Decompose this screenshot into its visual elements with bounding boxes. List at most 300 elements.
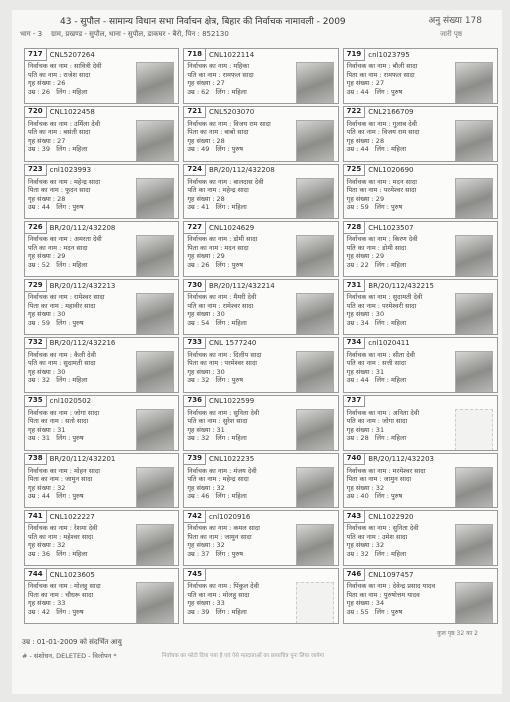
epic-number: CNL1097457	[368, 570, 414, 579]
voter-photo	[455, 351, 493, 393]
voter-card	[343, 453, 498, 509]
relative-name: पति का नाम : रामेश्वर सादा	[187, 301, 254, 310]
relative-name: पति का नाम : राजेश सादा	[28, 70, 91, 79]
voter-card	[24, 453, 179, 509]
house-number: गृह संख्या : 30	[346, 310, 385, 319]
card-header	[344, 280, 434, 291]
voter-card	[24, 164, 179, 220]
voter-details	[28, 293, 105, 327]
relative-name: पिता का नाम : परमेश्वर सादा	[187, 359, 257, 368]
house-number: गृह संख्या : 30	[28, 310, 66, 319]
voter-card	[24, 395, 179, 451]
age-gender	[187, 492, 256, 501]
voter-details	[187, 120, 270, 154]
legend-note: # - संशोधन, DELETED - विलोपन *	[22, 652, 117, 660]
voter-details	[28, 120, 100, 154]
age-gender	[187, 608, 259, 617]
voter-card	[24, 568, 179, 624]
card-header	[184, 511, 250, 522]
elector-name: निर्वाचक का नाम : कैली देवी	[28, 350, 96, 359]
voter-card	[183, 279, 338, 335]
serial-number: 736	[184, 395, 206, 407]
voter-card	[183, 48, 338, 104]
voter-details	[187, 467, 256, 501]
age: उम्र : 22	[346, 260, 369, 269]
serial-number: 722	[344, 106, 366, 118]
epic-number: CNL2166709	[368, 108, 414, 117]
epic-number: BR/20/112/432203	[368, 455, 435, 464]
relative-name: पति का नाम : उमेश सादा	[346, 532, 408, 541]
house-number: गृह संख्या : 31	[187, 425, 225, 434]
age: उम्र : 36	[28, 549, 51, 558]
house-number: गृह संख्या : 27	[28, 136, 66, 145]
gender: लिंग : महिला	[374, 376, 407, 385]
elector-name: निर्वाचक का नाम : उर्मिला देवी	[28, 119, 101, 128]
relative-name: पिता का नाम : परमेश्वर सादा	[346, 186, 417, 195]
total-pages: कुल पृष्ठ 32 का 2	[437, 630, 478, 637]
voter-details	[347, 235, 418, 269]
voter-grid	[24, 48, 498, 624]
age-gender	[28, 550, 97, 559]
voter-card	[24, 510, 179, 566]
relative-name: पिता का नाम : मदन सादा	[187, 243, 249, 252]
voter-photo	[136, 467, 174, 509]
epic-number: CNL1020690	[368, 166, 414, 175]
age-gender	[28, 319, 105, 328]
voter-details	[187, 582, 259, 616]
serial-number: 745	[184, 569, 206, 581]
gender: लिंग : पुरुष	[215, 376, 243, 385]
relative-name: पति का नाम : विजय राम सादा	[346, 128, 420, 137]
relative-name: पिता का नाम : रामफल सादा	[346, 70, 415, 79]
epic-number: CNL5207264	[49, 50, 95, 59]
epic-number: CNL5203070	[208, 108, 255, 117]
serial-number: 720	[25, 106, 47, 118]
roll-page	[12, 10, 502, 694]
gender: लिंग : पुरुष	[56, 318, 84, 327]
gender: लिंग : पुरुष	[56, 492, 84, 501]
voter-card	[343, 510, 498, 566]
gender: लिंग : महिला	[215, 318, 247, 327]
epic-number: CNL1024629	[208, 223, 255, 232]
voter-photo	[136, 582, 174, 624]
age: उम्र : 54	[187, 318, 210, 327]
house-number: गृह संख्या : 32	[346, 541, 385, 550]
gender: लिंग : पुरुष	[215, 260, 243, 269]
age-gender	[28, 203, 100, 212]
voter-card	[183, 221, 338, 277]
voter-card	[343, 221, 498, 277]
elector-name: निर्वाचक का नाम : रेशमा देवी	[28, 524, 98, 533]
voter-photo	[296, 62, 334, 104]
age-gender	[347, 608, 435, 617]
voter-card	[183, 568, 338, 624]
age: उम्र : 40	[346, 492, 369, 501]
card-header	[25, 165, 91, 176]
elector-name: निर्वाचक का नाम : मंजय देवी	[187, 466, 257, 475]
voter-photo	[296, 524, 334, 566]
voter-card	[343, 395, 498, 451]
right-note: जारी पृष्ठ	[439, 30, 462, 38]
voter-details	[28, 235, 102, 269]
voter-card	[343, 568, 498, 624]
serial-number: 723	[25, 164, 47, 176]
card-header	[184, 280, 274, 291]
voter-photo	[455, 582, 493, 624]
gender: लिंग : महिला	[56, 260, 88, 269]
relative-name: पिता का नाम : पुरुषोत्तम यादव	[346, 590, 420, 599]
card-header	[344, 454, 434, 465]
gender: लिंग : महिला	[374, 549, 407, 558]
house-number: गृह संख्या : 28	[346, 136, 385, 145]
elector-name: निर्वाचक का नाम : मोलहु सादा	[28, 582, 101, 591]
gender: लिंग : महिला	[215, 492, 247, 501]
card-header	[25, 107, 95, 118]
relative-name: पति का नाम : महेन्द्र सादा	[187, 186, 249, 195]
elector-name: निर्वाचक का नाम : मैमरी देवी	[187, 293, 257, 302]
age-gender	[347, 319, 423, 328]
house-number: गृह संख्या : 26	[28, 79, 66, 87]
elector-name: निर्वाचक का नाम : मोहन सादा	[28, 466, 100, 475]
voter-details	[187, 409, 259, 443]
voter-photo	[136, 178, 174, 220]
voter-card	[24, 48, 179, 104]
voter-photo	[136, 524, 174, 566]
relative-name: पति का नाम : सुरेश सादा	[187, 417, 248, 426]
elector-name: निर्वाचक का नाम : मरमेश्वर सादा	[346, 466, 426, 475]
voter-details	[28, 351, 96, 385]
age-gender	[187, 203, 263, 212]
gender: लिंग : पुरुष	[374, 492, 403, 501]
relative-name: पिता का नाम : जामुन सादा	[346, 475, 412, 484]
serial-number: 735	[25, 395, 47, 407]
elector-name: निर्वाचक का नाम : सुदामती देवी	[346, 293, 423, 302]
epic-number: BR/20/112/432208	[49, 223, 116, 232]
voter-details	[187, 235, 257, 269]
age-gender	[28, 261, 102, 270]
age: उम्र : 32	[28, 376, 51, 385]
age: उम्र : 39	[28, 145, 51, 154]
elector-name: निर्वाचक का नाम : बौली सादा	[346, 62, 418, 70]
age-gender	[28, 434, 99, 443]
house-number: गृह संख्या : 31	[28, 425, 66, 434]
relative-name: पिता का नाम : जामुन सादा	[28, 475, 93, 484]
relative-name: पति का नाम : मदन सादा	[28, 243, 88, 252]
voter-details	[28, 524, 97, 558]
voter-photo	[455, 120, 493, 162]
gender: लिंग : पुरुष	[374, 607, 403, 616]
card-header	[344, 107, 414, 118]
serial-number: 741	[25, 511, 47, 523]
relative-name: पिता का नाम : महावीर सादा	[28, 301, 96, 310]
house-number: गृह संख्या : 29	[346, 194, 385, 203]
epic-number: BR/20/112/432208	[208, 166, 275, 175]
voter-card	[183, 395, 338, 451]
age-gender	[187, 376, 261, 385]
voter-details	[347, 467, 426, 501]
serial-number: 727	[184, 222, 206, 234]
age: उम्र : 44	[346, 376, 369, 385]
age: उम्र : 26	[187, 260, 210, 269]
card-header	[184, 222, 254, 233]
relative-name: पिता का नाम : जामुन सादा	[187, 532, 252, 541]
epic-number: cnl1020502	[49, 397, 92, 406]
age: उम्र : 52	[28, 260, 51, 269]
house-number: गृह संख्या : 28	[187, 194, 225, 203]
voter-photo	[136, 351, 174, 393]
voter-photo	[455, 467, 493, 509]
gender: लिंग : पुरुष	[374, 87, 403, 96]
card-header	[25, 49, 95, 60]
elector-name: निर्वाचक का नाम : देवेन्द्र प्रसाद यादव	[346, 582, 436, 591]
age-reference-note: उम्र : 01-01-2009 को संदर्भित आयु	[22, 638, 122, 646]
gender: लिंग : पुरुष	[215, 145, 243, 154]
house-number: गृह संख्या : 33	[187, 599, 225, 608]
relative-name: पिता का नाम : सतो सादा	[28, 417, 89, 426]
serial-number: 733	[184, 337, 206, 349]
elector-name: निर्वाचक का नाम : जोगा सादा	[28, 408, 100, 417]
gender: लिंग : महिला	[215, 607, 247, 616]
age: उम्र : 28	[346, 434, 369, 443]
voter-photo	[296, 178, 334, 220]
voter-photo	[136, 120, 174, 162]
serial-number: 740	[344, 453, 366, 465]
voter-photo	[136, 293, 174, 335]
serial-number: 732	[25, 337, 47, 349]
epic-number: BR/20/112/432214	[208, 281, 275, 290]
elector-name: निर्वाचक का नाम : पिंकुल देवी	[187, 582, 259, 591]
serial-number: 717	[25, 49, 47, 61]
card-header	[184, 107, 254, 118]
voter-details	[28, 582, 101, 616]
voter-details	[347, 62, 418, 96]
voter-card	[183, 337, 338, 393]
page-number: अनु संख्या 178	[428, 16, 482, 26]
epic-number: CNL1023605	[49, 570, 95, 579]
house-number: गृह संख्या : 27	[346, 79, 385, 87]
gender: लिंग : महिला	[215, 203, 247, 212]
gender: लिंग : महिला	[215, 87, 247, 96]
age: उम्र : 59	[346, 203, 369, 212]
relative-name: पति का नाम : सुदामती सादा	[28, 359, 96, 368]
voter-photo	[455, 409, 493, 451]
serial-number: 718	[184, 49, 206, 61]
house-number: गृह संख्या : 32	[187, 483, 225, 492]
voter-card	[343, 164, 498, 220]
voter-card	[24, 106, 179, 162]
voter-details	[187, 293, 256, 327]
voter-details	[187, 178, 263, 212]
epic-number: CNL1022920	[368, 512, 414, 521]
elector-name: निर्वाचक का नाम : विजय राम सादा	[187, 119, 271, 128]
voter-details	[347, 524, 419, 558]
voter-photo	[296, 467, 334, 509]
voter-photo	[136, 62, 174, 104]
elector-name: निर्वाचक का नाम : कमल सादा	[187, 524, 260, 533]
serial-number: 731	[344, 280, 366, 292]
serial-number: 721	[184, 106, 206, 118]
house-number: गृह संख्या : 29	[346, 252, 385, 261]
epic-number: CNL1022114	[208, 50, 255, 59]
age: उम्र : 49	[187, 145, 210, 154]
age-gender	[187, 88, 253, 97]
house-number: गृह संख्या : 30	[187, 367, 225, 376]
relative-name: पति का नाम : मोलहु सादा	[187, 590, 250, 599]
elector-name: निर्वाचक का नाम : सावित्री देवी	[28, 62, 102, 70]
serial-number: 734	[344, 337, 366, 349]
voter-details	[347, 293, 423, 327]
gender: लिंग : पुरुष	[56, 434, 84, 443]
age: उम्र : 46	[187, 492, 210, 501]
age: उम्र : 32	[187, 376, 210, 385]
gender: लिंग : पुरुष	[374, 203, 403, 212]
relative-name: पिता का नाम : फूदन सादा	[28, 186, 91, 195]
relative-name: पति का नाम : महेश्वर सादा	[28, 532, 94, 541]
age-gender	[347, 203, 417, 212]
voter-card	[343, 337, 498, 393]
house-number: गृह संख्या : 30	[28, 367, 66, 376]
voter-photo	[296, 293, 334, 335]
elector-name: निर्वाचक का नाम : किरण देवी	[346, 235, 418, 244]
card-header	[25, 569, 95, 580]
serial-number: 742	[184, 511, 206, 523]
age-gender	[347, 550, 419, 559]
house-number: गृह संख्या : 28	[187, 136, 225, 145]
age: उम्र : 34	[346, 318, 369, 327]
part-info: भाग - 3	[20, 30, 43, 38]
card-header	[25, 280, 115, 291]
epic-number: CNL1022599	[208, 397, 255, 406]
card-header	[184, 454, 254, 465]
serial-number: 730	[184, 280, 206, 292]
age: उम्र : 39	[187, 607, 210, 616]
voter-details	[28, 409, 99, 443]
voter-card	[183, 164, 338, 220]
age-gender	[347, 492, 426, 501]
voter-photo	[455, 524, 493, 566]
photo-note: निर्वाचक का फोटो दिया गया है एवं ऐसे मतदाताओं का छायाचित्र पुनः लिया जायेगा	[162, 653, 325, 659]
voter-photo	[296, 409, 334, 451]
house-number: गृह संख्या : 32	[28, 483, 66, 492]
age-gender	[28, 376, 96, 385]
elector-name: निर्वाचक का नाम : महेन्द्र सादा	[28, 177, 101, 186]
serial-number: 726	[25, 222, 47, 234]
serial-number: 738	[25, 453, 47, 465]
age-gender	[187, 145, 270, 154]
gender: लिंग : महिला	[56, 549, 88, 558]
relative-name: पति का नाम : महेन्द्र सादा	[187, 475, 249, 484]
voter-details	[28, 62, 101, 96]
serial-number: 743	[344, 511, 366, 523]
epic-number: BR/20/112/432201	[49, 455, 116, 464]
relative-name: पति का नाम : जोगा सादा	[346, 417, 408, 426]
age: उम्र : 31	[28, 434, 51, 443]
voter-photo	[296, 582, 334, 624]
gender: लिंग : पुरुष	[215, 549, 243, 558]
age: उम्र : 44	[346, 145, 369, 154]
card-header	[184, 49, 254, 60]
voter-photo	[296, 120, 334, 162]
serial-number: 746	[344, 569, 366, 581]
voter-details	[347, 178, 417, 212]
card-header	[25, 511, 95, 522]
voter-photo	[455, 235, 493, 277]
age: उम्र : 32	[346, 549, 369, 558]
elector-name: निर्वाचक का नाम : रामेश्वर सादा	[28, 293, 105, 302]
card-header	[25, 396, 91, 407]
house-number: गृह संख्या : 29	[187, 252, 225, 261]
voter-card	[343, 48, 498, 104]
age: उम्र : 41	[187, 203, 210, 212]
voter-details	[187, 524, 260, 558]
epic-number: cnl1023993	[49, 166, 92, 175]
age: उम्र : 62	[187, 87, 210, 96]
age-gender	[28, 492, 100, 501]
gender: लिंग : पुरुष	[56, 607, 84, 616]
age: उम्र : 32	[187, 434, 210, 443]
age: उम्र : 42	[28, 607, 51, 616]
age-gender	[28, 145, 100, 154]
age-gender	[28, 608, 101, 617]
card-header	[184, 396, 254, 407]
age: उम्र : 55	[346, 607, 369, 616]
roll-title: 43 - सुपौल - सामान्य विधान सभा निर्वाचन क्षेत्र, बिहार की निर्वाचक नामावली - 2009	[60, 17, 346, 27]
house-number: गृह संख्या : 32	[187, 541, 225, 550]
voter-card	[24, 337, 179, 393]
voter-photo	[296, 235, 334, 277]
house-number: गृह संख्या : 31	[346, 425, 385, 434]
epic-number: BR/20/112/432216	[49, 339, 116, 348]
elector-name: निर्वाचक का नाम : मदन सादा	[346, 177, 417, 186]
house-number: गृह संख्या : 27	[187, 79, 225, 87]
voter-photo	[455, 178, 493, 220]
gender: लिंग : महिला	[374, 434, 407, 443]
elector-name: निर्वाचक का नाम : डोमी सादा	[187, 235, 258, 244]
voter-details	[187, 62, 253, 96]
epic-number: BR/20/112/432215	[368, 281, 435, 290]
age: उम्र : 44	[28, 492, 51, 501]
gender: लिंग : पुरुष	[56, 203, 84, 212]
gender: लिंग : महिला	[56, 87, 88, 96]
epic-number: CNL1022458	[49, 108, 95, 117]
house-number: गृह संख्या : 28	[28, 194, 66, 203]
epic-number: cnl1023795	[368, 50, 410, 59]
voter-details	[347, 120, 420, 154]
house-number: गृह संख्या : 30	[187, 310, 225, 319]
card-header	[25, 454, 115, 465]
elector-name: निर्वाचक का नाम : महिका	[187, 62, 250, 70]
card-header	[25, 338, 115, 349]
serial-number: 724	[184, 164, 206, 176]
voter-details	[28, 467, 100, 501]
card-header	[344, 338, 410, 349]
card-header	[25, 222, 115, 233]
gender: लिंग : महिला	[374, 145, 407, 154]
card-header	[344, 569, 414, 580]
age: उम्र : 37	[187, 549, 210, 558]
card-header	[344, 396, 369, 407]
age-gender	[347, 376, 415, 385]
voter-photo	[455, 293, 493, 335]
serial-number: 729	[25, 280, 47, 292]
card-header	[184, 165, 274, 176]
house-number: गृह संख्या : 32	[28, 541, 66, 550]
voter-card	[183, 510, 338, 566]
house-number: गृह संख्या : 31	[346, 367, 385, 376]
age: उम्र : 44	[346, 87, 369, 96]
serial-number: 739	[184, 453, 206, 465]
card-header	[344, 165, 414, 176]
